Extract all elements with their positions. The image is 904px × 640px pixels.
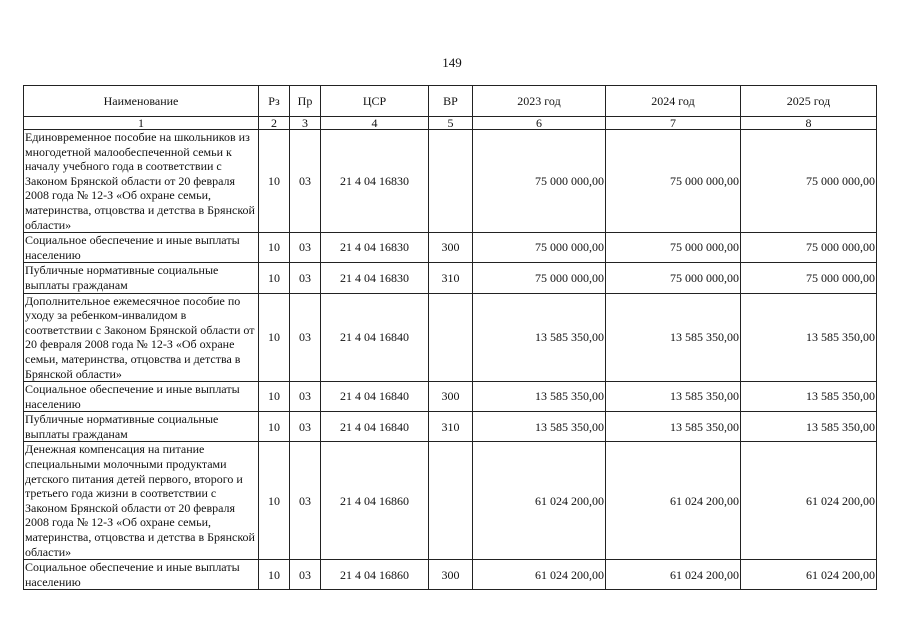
row-amount-2025: 75 000 000,00: [741, 233, 877, 263]
table-row: [24, 560, 877, 590]
row-amount-2024: 75 000 000,00: [606, 263, 741, 293]
row-pr: 03: [290, 560, 321, 590]
row-amount-2023: 61 024 200,00: [473, 442, 606, 560]
row-pr: 03: [290, 442, 321, 560]
row-csr: 21 4 04 16830: [321, 130, 429, 233]
row-rz: 10: [259, 233, 290, 263]
column-number: 1: [24, 117, 259, 130]
row-rz: 10: [259, 560, 290, 590]
row-amount-2025: 13 585 350,00: [741, 382, 877, 412]
row-rz: 10: [259, 382, 290, 412]
row-vr: [429, 130, 473, 233]
row-amount-2025: 75 000 000,00: [741, 263, 877, 293]
table-row: [24, 412, 877, 442]
row-name: Единовременное пособие на школьников из многодетной малообеспеченной семьи к началу учебного года в соответствии с Законом Брянской области от 20 февраля 2008 года № 12-З «Об охране семьи, материнства, отцовства и детства в Брянской области»: [24, 130, 259, 233]
column-number: 6: [473, 117, 606, 130]
row-vr: 310: [429, 412, 473, 442]
page-number: 149: [442, 55, 462, 70]
row-amount-2023: 13 585 350,00: [473, 382, 606, 412]
row-name: Социальное обеспечение и иные выплаты населению: [24, 233, 259, 263]
header-csr: ЦСР: [321, 86, 429, 117]
column-number: 5: [429, 117, 473, 130]
row-amount-2023: 61 024 200,00: [473, 560, 606, 590]
row-amount-2023: 13 585 350,00: [473, 293, 606, 382]
row-amount-2024: 13 585 350,00: [606, 412, 741, 442]
budget-table: [23, 85, 877, 590]
row-amount-2025: 61 024 200,00: [741, 560, 877, 590]
row-rz: 10: [259, 293, 290, 382]
column-number: 4: [321, 117, 429, 130]
row-rz: 10: [259, 263, 290, 293]
header-2025: 2025 год: [741, 86, 877, 117]
row-pr: 03: [290, 263, 321, 293]
row-vr: 310: [429, 263, 473, 293]
row-name: Социальное обеспечение и иные выплаты населению: [24, 382, 259, 412]
column-number: 3: [290, 117, 321, 130]
header-name: Наименование: [24, 86, 259, 117]
row-vr: 300: [429, 233, 473, 263]
row-rz: 10: [259, 442, 290, 560]
row-csr: 21 4 04 16860: [321, 560, 429, 590]
row-pr: 03: [290, 293, 321, 382]
table-row: [24, 442, 877, 560]
row-name: Дополнительное ежемесячное пособие по уходу за ребенком-инвалидом в соответствии с Законом Брянской области от 20 февраля 2008 года № 12-З «Об охране семьи, материнства, отцовства и детства в Брянской области»: [24, 293, 259, 382]
row-rz: 10: [259, 130, 290, 233]
column-number: 2: [259, 117, 290, 130]
row-vr: [429, 442, 473, 560]
table-row: [24, 293, 877, 382]
table-row: [24, 263, 877, 293]
row-vr: 300: [429, 382, 473, 412]
header-rz: Рз: [259, 86, 290, 117]
row-amount-2023: 75 000 000,00: [473, 130, 606, 233]
row-amount-2025: 61 024 200,00: [741, 442, 877, 560]
row-amount-2023: 75 000 000,00: [473, 263, 606, 293]
row-csr: 21 4 04 16840: [321, 412, 429, 442]
row-amount-2025: 13 585 350,00: [741, 293, 877, 382]
row-amount-2023: 13 585 350,00: [473, 412, 606, 442]
header-row: [24, 86, 877, 117]
row-amount-2024: 13 585 350,00: [606, 382, 741, 412]
row-pr: 03: [290, 412, 321, 442]
row-name: Публичные нормативные социальные выплаты гражданам: [24, 412, 259, 442]
table-row: [24, 382, 877, 412]
row-csr: 21 4 04 16830: [321, 233, 429, 263]
header-vr: ВР: [429, 86, 473, 117]
row-pr: 03: [290, 382, 321, 412]
row-csr: 21 4 04 16840: [321, 293, 429, 382]
row-amount-2024: 75 000 000,00: [606, 130, 741, 233]
column-number-row: [24, 117, 877, 130]
row-vr: [429, 293, 473, 382]
row-amount-2024: 75 000 000,00: [606, 233, 741, 263]
row-pr: 03: [290, 233, 321, 263]
row-name: Денежная компенсация на питание специальными молочными продуктами детского питания детей первого, второго и третьего года жизни в соответствии с Законом Брянской области от 20 февраля 2008 года № 12-З «Об охране семьи, материнства, отцовства и детства в Брянской области»: [24, 442, 259, 560]
row-amount-2024: 13 585 350,00: [606, 293, 741, 382]
column-number: 8: [741, 117, 877, 130]
column-number: 7: [606, 117, 741, 130]
row-rz: 10: [259, 412, 290, 442]
row-name: Публичные нормативные социальные выплаты гражданам: [24, 263, 259, 293]
row-amount-2025: 13 585 350,00: [741, 412, 877, 442]
row-csr: 21 4 04 16830: [321, 263, 429, 293]
row-vr: 300: [429, 560, 473, 590]
table-row: [24, 130, 877, 233]
header-2024: 2024 год: [606, 86, 741, 117]
row-amount-2025: 75 000 000,00: [741, 130, 877, 233]
table-row: [24, 233, 877, 263]
row-amount-2024: 61 024 200,00: [606, 560, 741, 590]
row-amount-2024: 61 024 200,00: [606, 442, 741, 560]
row-csr: 21 4 04 16840: [321, 382, 429, 412]
row-amount-2023: 75 000 000,00: [473, 233, 606, 263]
row-csr: 21 4 04 16860: [321, 442, 429, 560]
header-pr: Пр: [290, 86, 321, 117]
header-2023: 2023 год: [473, 86, 606, 117]
row-pr: 03: [290, 130, 321, 233]
row-name: Социальное обеспечение и иные выплаты населению: [24, 560, 259, 590]
